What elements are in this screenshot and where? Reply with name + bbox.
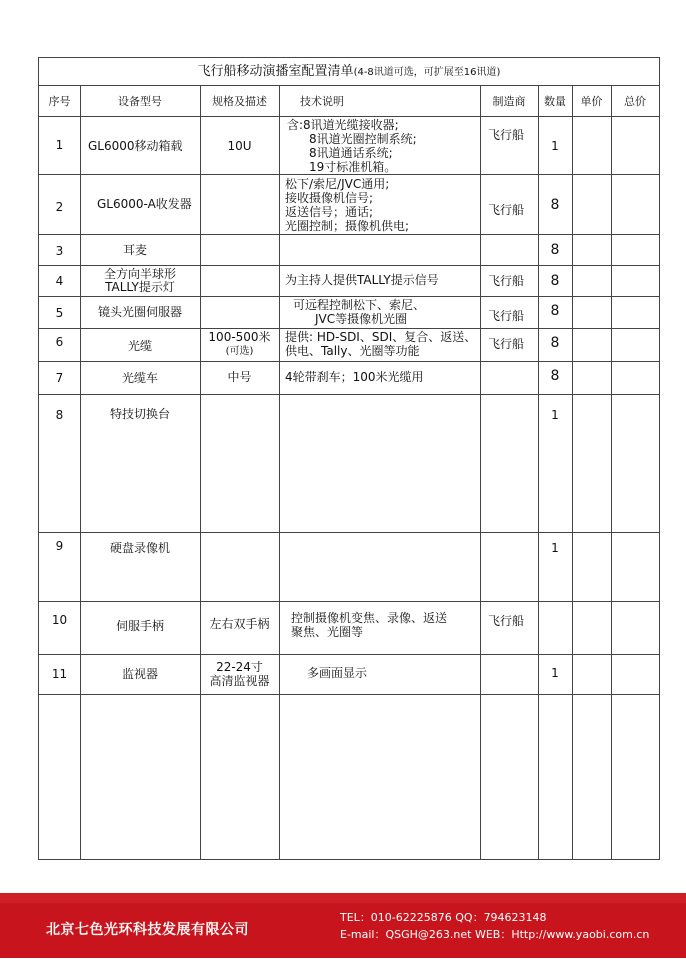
config-list-table: [38, 57, 660, 860]
row-6-qty: 8: [550, 335, 560, 351]
row-11-model: 监视器: [121, 667, 158, 681]
row-3-model: 耳麦: [123, 243, 148, 257]
row-11-spec-line2: 高清监视器: [209, 674, 270, 688]
table-title: [39, 58, 659, 86]
grid-line: [39, 532, 659, 533]
row-7-desc-line: 4轮带刹车；100米光缆用: [285, 370, 424, 384]
row-4-maker: 飞行船: [488, 274, 525, 288]
row-5-no: 5: [55, 306, 64, 320]
company-name: 北京七色光环科技发展有限公司: [46, 922, 249, 938]
header-qty: 数量: [544, 95, 566, 108]
row-4-no: 4: [55, 274, 64, 288]
row-8-no: 8: [55, 408, 64, 422]
row-1-maker: 飞行船: [488, 128, 525, 142]
row-4-desc-line: 为主持人提供TALLY提示信号: [285, 273, 439, 287]
contact-tel: TEL：010-62225876 QQ：794623148: [340, 911, 547, 924]
row-2-qty: 8: [550, 197, 560, 213]
row-7-no: 7: [55, 371, 64, 385]
grid-line: [39, 601, 659, 602]
row-3-no: 3: [55, 244, 64, 258]
row-11-desc-line: 多画面显示: [307, 666, 368, 680]
footer-banner: [0, 893, 686, 970]
row-10-no: 10: [51, 613, 68, 627]
row-7-qty: 8: [550, 368, 560, 384]
row-6-desc-line: 提供: HD-SDI、SDI、复合、返送、: [285, 330, 477, 344]
row-6-spec: 100-500米: [208, 330, 271, 344]
row-2-no: 2: [55, 200, 64, 214]
title-note: (4-8讯道可选，可扩展至16讯道): [353, 67, 501, 78]
row-10-spec: 左右双手柄: [209, 617, 270, 631]
grid-line: [39, 174, 659, 175]
row-1-model: GL6000移动箱载: [88, 139, 183, 153]
grid-line: [572, 85, 573, 859]
row-2-desc-line: 松下/索尼/JVC通用;: [285, 177, 390, 191]
row-1-desc-line: 含:8讯道光缆接收器;: [287, 118, 399, 132]
header-no: 序号: [48, 95, 71, 108]
grid-line: [39, 234, 659, 235]
grid-line: [39, 361, 659, 362]
grid-line: [39, 394, 659, 395]
row-1-spec: 10U: [227, 139, 252, 153]
row-8-model: 特技切换台: [109, 407, 170, 421]
row-8-qty: 1: [551, 408, 559, 422]
row-3-qty: 8: [550, 242, 560, 258]
row-1-desc-line: 8讯道光圈控制系统;: [309, 132, 417, 146]
grid-line: [39, 328, 659, 329]
row-6-spec-note: (可选): [225, 346, 254, 357]
grid-line: [39, 654, 659, 655]
header-desc: 技术说明: [300, 95, 344, 108]
row-5-desc-line: 可远程控制松下、索尼、: [293, 298, 426, 312]
row-11-spec-line1: 22-24寸: [216, 660, 263, 674]
row-2-maker: 飞行船: [488, 203, 525, 217]
row-6-no: 6: [55, 335, 64, 349]
row-5-maker: 飞行船: [488, 309, 525, 323]
grid-line: [39, 694, 659, 695]
row-2-model: GL6000-A收发器: [97, 197, 192, 211]
row-5-desc-line: JVC等摄像机光圈: [315, 312, 408, 326]
grid-line: [39, 296, 659, 297]
row-1-qty: 1: [551, 139, 559, 153]
row-7-spec: 中号: [227, 370, 252, 384]
row-4-qty: 8: [550, 273, 560, 289]
row-1-no: 1: [55, 138, 64, 152]
row-9-model: 硬盘录像机: [109, 541, 170, 555]
row-5-qty: 8: [550, 303, 560, 319]
grid-line: [200, 85, 201, 859]
row-6-maker: 飞行船: [488, 337, 525, 351]
grid-line: [39, 265, 659, 266]
row-1-desc-line: 8讯道通话系统;: [309, 146, 393, 160]
footer-red-band: [0, 903, 686, 958]
footer-top-stripe: [0, 893, 686, 903]
grid-line: [480, 85, 481, 859]
row-2-desc-line: 返送信号；通话;: [285, 205, 374, 219]
row-2-desc-line: 光圈控制；摄像机供电;: [285, 219, 410, 233]
grid-line: [80, 85, 81, 859]
row-10-desc-line: 控制摄像机变焦、录像、返送: [291, 611, 448, 625]
row-10-desc-line: 聚焦、光圈等: [291, 625, 364, 639]
row-11-no: 11: [51, 667, 68, 681]
header-unit-price: 单价: [580, 95, 603, 108]
row-7-model: 光缆车: [121, 371, 158, 385]
grid-line: [39, 116, 659, 117]
row-2-desc-line: 接收摄像机信号;: [285, 191, 374, 205]
footer-bottom-strip: [0, 958, 686, 970]
row-9-no: 9: [55, 539, 64, 553]
row-6-model: 光缆: [127, 339, 152, 353]
header-spec: 规格及描述: [212, 95, 267, 108]
row-4-model-line2: TALLY提示灯: [105, 280, 175, 294]
grid-line: [611, 85, 612, 859]
row-4-model-line1: 全方向半球形: [103, 267, 176, 281]
contact-email: E-mail：QSGH@263.net WEB：Http://www.yaobi.com.cn: [340, 928, 650, 941]
header-maker: 制造商: [492, 95, 526, 108]
grid-line: [279, 85, 280, 859]
row-10-model: 伺服手柄: [115, 619, 164, 633]
row-5-model: 镜头光圈伺服器: [97, 305, 182, 319]
row-1-desc-line: 19寸标准机箱。: [309, 160, 397, 174]
row-6-desc-line: 供电、Tally、光圈等功能: [285, 344, 420, 358]
row-10-maker: 飞行船: [488, 614, 525, 628]
header-model: 设备型号: [118, 95, 162, 108]
title-main: 飞行船移动演播室配置清单: [197, 64, 354, 79]
row-9-qty: 1: [551, 541, 559, 555]
header-total-price: 总价: [624, 95, 646, 108]
row-11-qty: 1: [551, 666, 559, 680]
